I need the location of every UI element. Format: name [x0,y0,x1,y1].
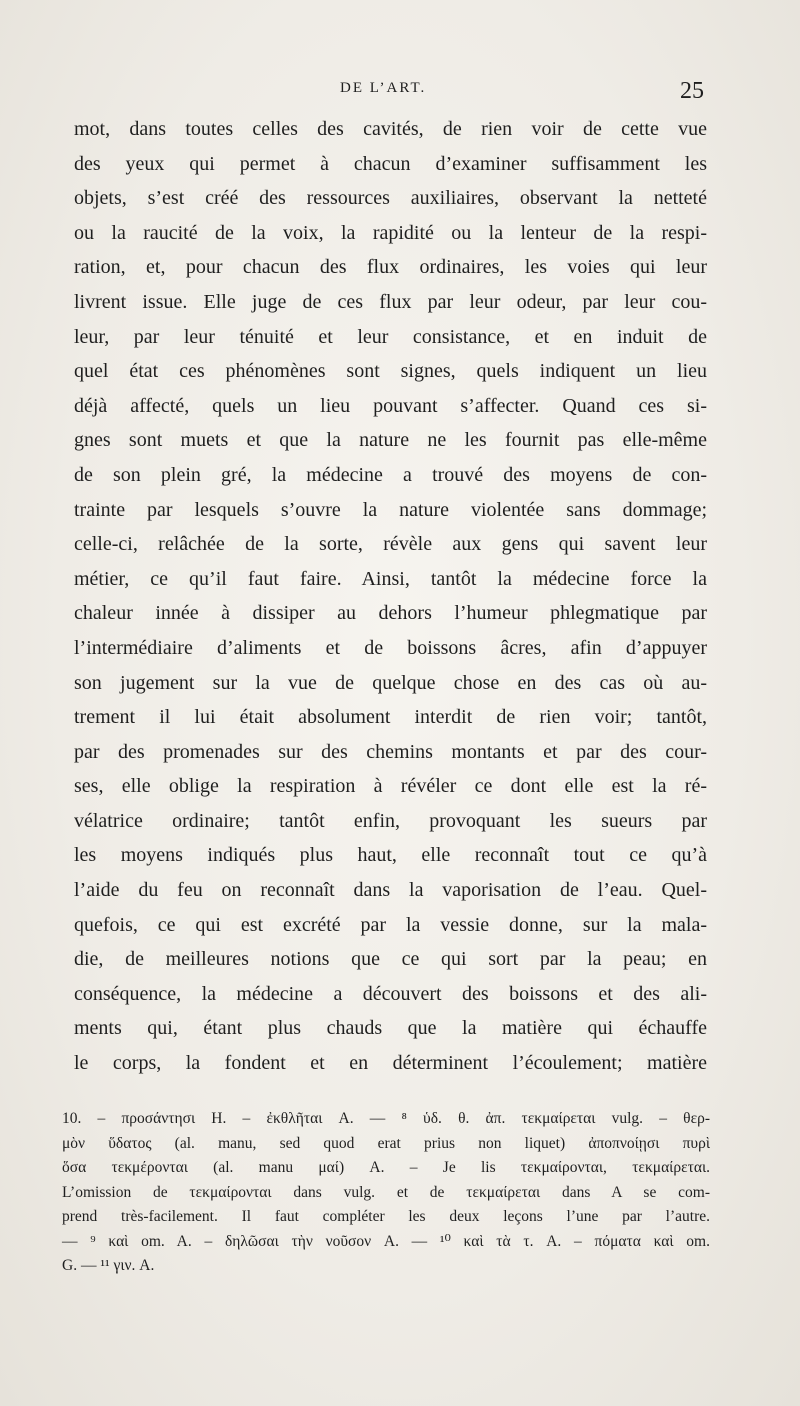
text-line: ou la raucité de la voix, la rapidité ou la lenteur de la respi- [74,221,707,244]
text-line: des yeux qui permet à chacun d’examiner suffisamment les [74,152,707,175]
text-line: déjà affecté, quels un lieu pouvant s’affecter. Quand ces si- [74,394,707,417]
footnotes [62,1107,710,1279]
text-line: l’intermédiaire d’aliments et de boissons âcres, afin d’appuyer [74,636,707,659]
text-line: quel état ces phénomènes sont signes, quels indiquent un lieu [74,360,707,383]
text-line: les moyens indiqués plus haut, elle reconnaît tout ce qu’à [74,844,707,867]
text-line: de son plein gré, la médecine a trouvé des moyens de con- [74,463,707,486]
text-line: le corps, la fondent et en déterminent l’écoulement; matière [74,1052,707,1075]
text-line: par des promenades sur des chemins montants et par des cour- [74,740,707,763]
footnote-line: prend très-facilement. Il faut compléter les deux leçons l’une par l’autre. [62,1208,710,1225]
footnote-line: ὅσα τεκμέρονται (al. manu μαί) A. – Je lis τεκμαίρονται, τεκμαίρεται. [62,1159,710,1176]
text-line: objets, s’est créé des ressources auxiliaires, observant la netteté [74,187,707,210]
text-line: celle-ci, relâchée de la sorte, révèle aux gens qui savent leur [74,533,707,556]
main-text [74,112,707,1081]
text-line: trainte par lesquels s’ouvre la nature violentée sans dommage; [74,498,707,521]
text-line: trement il lui était absolument interdit de rien voir; tantôt, [74,706,707,729]
text-line: livrent issue. Elle juge de ces flux par leur odeur, par leur cou- [74,290,707,313]
footnote-line: μὸν ὕδατος (al. manu, sed quod erat prius non liquet) ἀποπνοίῃσι πυρὶ [62,1134,710,1152]
running-title: DE L’ART. [340,80,427,96]
footnote-line: — ⁹ καὶ om. A. – δηλῶσαι τὴν νοῦσον A. — ¹⁰ καὶ τὰ τ. A. – πόματα καὶ om. [62,1232,710,1250]
text-line: chaleur innée à dissiper au dehors l’humeur phlegmatique par [74,602,707,625]
text-line: die, de meilleures notions que ce qui sort par la peau; en [74,948,707,971]
text-line: conséquence, la médecine a découvert des boissons et des ali- [74,982,707,1005]
text-line: son jugement sur la vue de quelque chose en des cas où au- [74,671,707,694]
text-line: gnes sont muets et que la nature ne les fournit pas elle-même [74,429,707,452]
text-line: ses, elle oblige la respiration à révéler ce dont elle est la ré- [74,775,707,798]
running-head [0,78,800,104]
text-line: leur, par leur ténuité et leur consistance, et en induit de [74,325,707,348]
text-line: métier, ce qu’il faut faire. Ainsi, tantôt la médecine force la [74,567,707,590]
text-line: l’aide du feu on reconnaît dans la vaporisation de l’eau. Quel- [74,879,707,902]
text-line: mot, dans toutes celles des cavités, de rien voir de cette vue [74,118,707,140]
text-line: vélatrice ordinaire; tantôt enfin, provoquant les sueurs par [74,809,707,832]
text-line: quefois, ce qui est excrété par la vessie donne, sur la mala- [74,913,707,936]
text-line: ration, et, pour chacun des flux ordinaires, les voies qui leur [74,256,707,279]
footnote-line: G. — ¹¹ γιν. A. [62,1257,155,1274]
text-line: ments qui, étant plus chauds que la matière qui échauffe [74,1017,707,1040]
footnote-line: L’omission de τεκμαίρονται dans vulg. et de τεκμαίρεται dans A se com- [62,1183,710,1201]
page-number: 25 [680,78,704,104]
footnote-line: 10. – προσάντησι H. – ἐκθλῆται A. — ⁸ ὑδ. θ. ἀπ. τεκμαίρεται vulg. – θερ- [62,1110,710,1127]
